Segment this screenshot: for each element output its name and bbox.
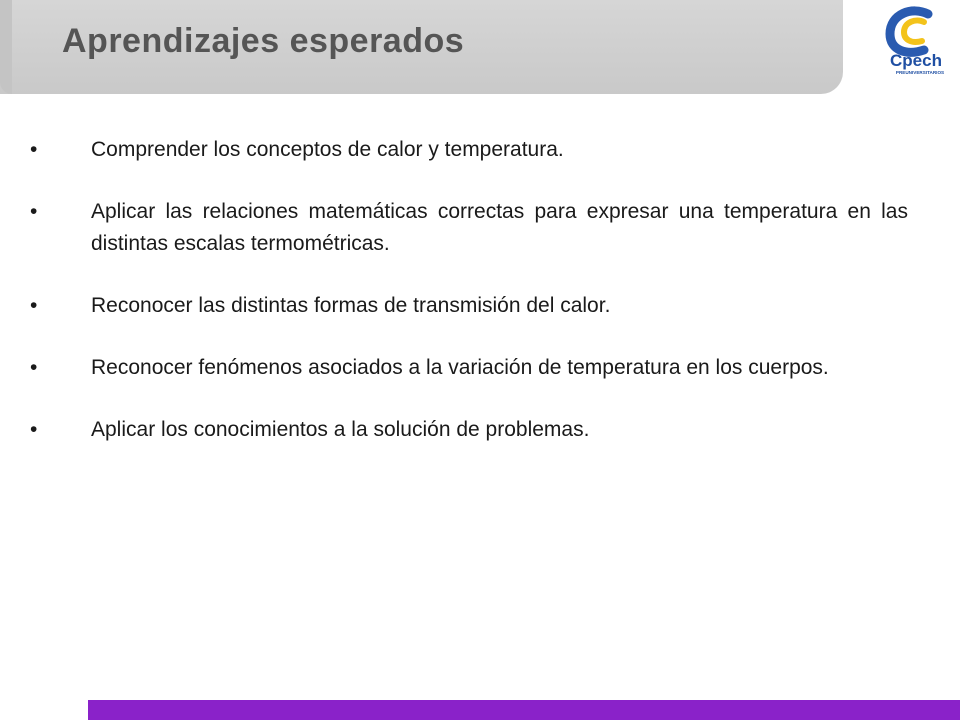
list-item	[28, 352, 908, 384]
bullet: •	[30, 356, 38, 379]
list-item	[28, 196, 908, 260]
logo-subtext: PREUNIVERSITARIOS	[895, 70, 945, 75]
title-bar	[0, 0, 843, 94]
objective-text: Aplicar los conocimientos a la solución de problemas.	[91, 418, 590, 441]
objective-text: Reconocer fenómenos asociados a la variación de temperatura en los cuerpos.	[91, 356, 829, 379]
list-item	[28, 134, 908, 166]
list-item	[28, 414, 908, 446]
cpech-logo-icon	[876, 4, 956, 76]
logo-text: Cpech	[890, 51, 942, 70]
page-title: Aprendizajes esperados	[62, 22, 465, 60]
objective-text: Reconocer las distintas formas de transmisión del calor.	[91, 294, 611, 317]
bullet: •	[30, 200, 38, 223]
bullet: •	[30, 418, 38, 441]
objective-text: Comprender los conceptos de calor y temperatura.	[91, 138, 564, 161]
objective-text: Aplicar las relaciones matemáticas correctas para expresar una temperatura en las distintas escalas termométricas.	[91, 200, 908, 255]
bullet: •	[30, 294, 38, 317]
cpech-logo	[876, 4, 956, 76]
objectives-list	[28, 134, 908, 476]
bullet: •	[30, 138, 38, 161]
list-item	[28, 290, 908, 322]
footer-bar	[88, 700, 960, 720]
